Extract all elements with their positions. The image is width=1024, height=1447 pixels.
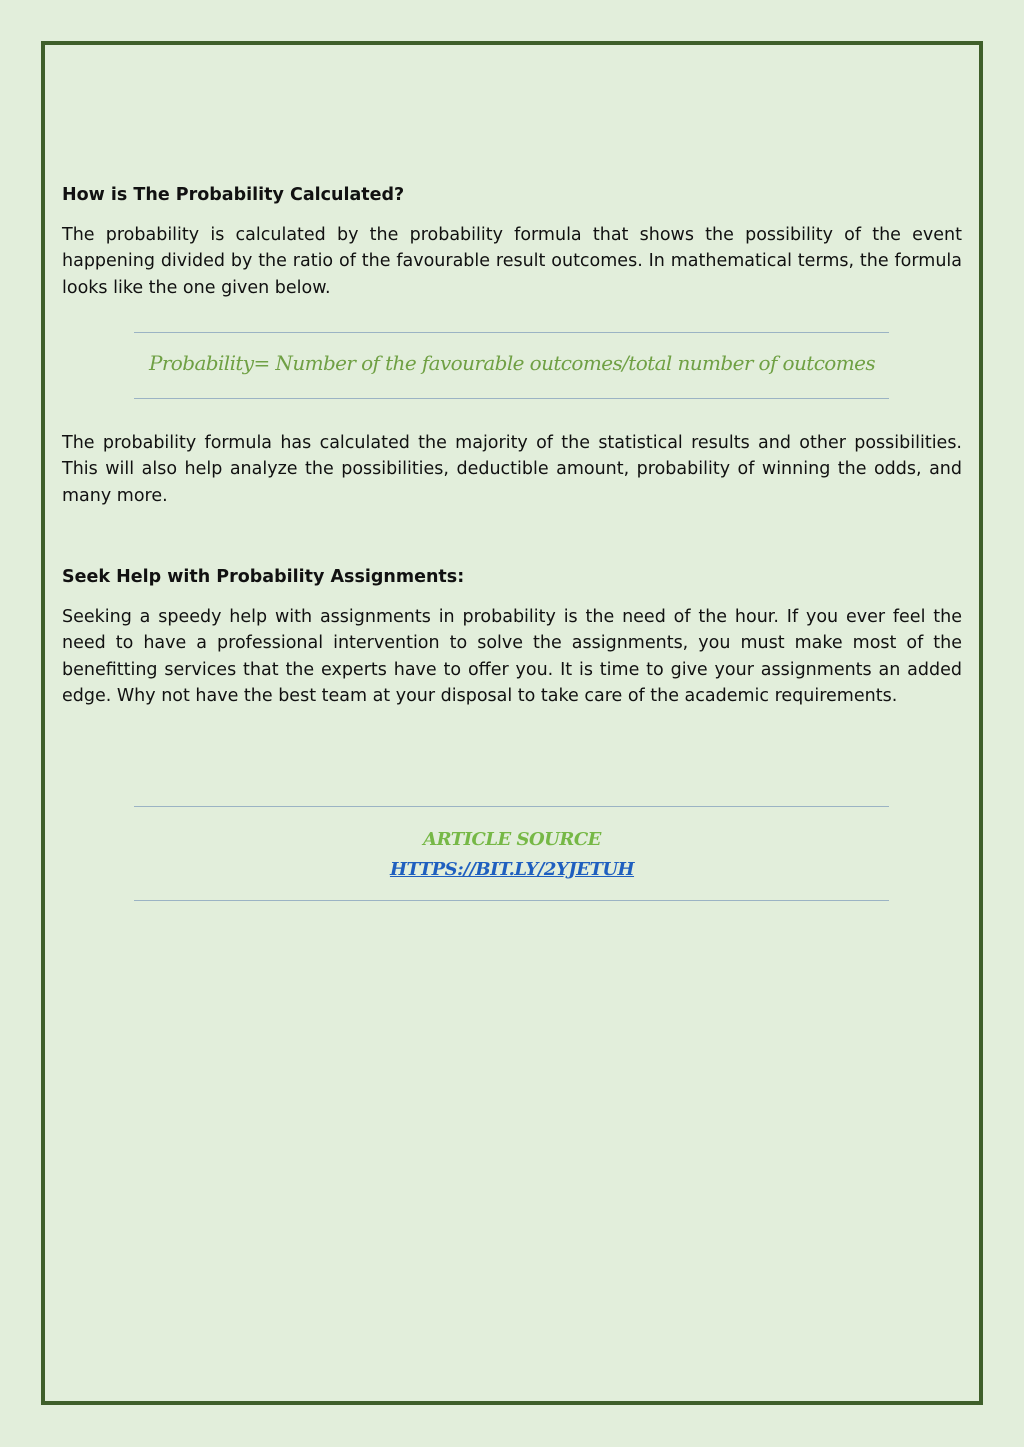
source-top-rule xyxy=(134,806,889,807)
section-seek-help xyxy=(62,564,962,709)
section-formula-usage xyxy=(62,430,962,509)
formula-bottom-rule xyxy=(134,398,889,399)
paragraph-calculation: The probability is calculated by the probability formula that shows the possibility of the event happening divided by the ratio of the favourable result outcomes. In mathematical terms, the formula looks like the one given below. xyxy=(62,225,962,298)
formula-top-rule xyxy=(134,332,889,333)
section-probability-calculation xyxy=(62,182,962,301)
source-bottom-rule xyxy=(134,900,889,901)
paragraph-seek-help: Seeking a speedy help with assignments in probability is the need of the hour. If you ever feel the need to have a professional intervention to solve the assignments, you must make most of the benefitting services that the experts have to offer you. It is time to give your assignments an added edge. Why not have the best team at your disposal to take care of the academic requirements. xyxy=(62,607,962,706)
paragraph-formula-usage: The probability formula has calculated the majority of the statistical results and other possibilities. This will also help analyze the possibilities, deductible amount, probability of winning the odds, and many more. xyxy=(62,433,962,506)
section-heading-seek-help: Seek Help with Probability Assignments: xyxy=(62,567,465,587)
article-source-link[interactable]: HTTPS://BIT.LY/2YJETUH xyxy=(389,859,635,880)
section-heading-calculation: How is The Probability Calculated? xyxy=(62,185,405,205)
article-source-label: ARTICLE SOURCE xyxy=(423,829,601,850)
probability-formula: Probability= Number of the favourable outcomes/total number of outcomes xyxy=(148,351,875,375)
